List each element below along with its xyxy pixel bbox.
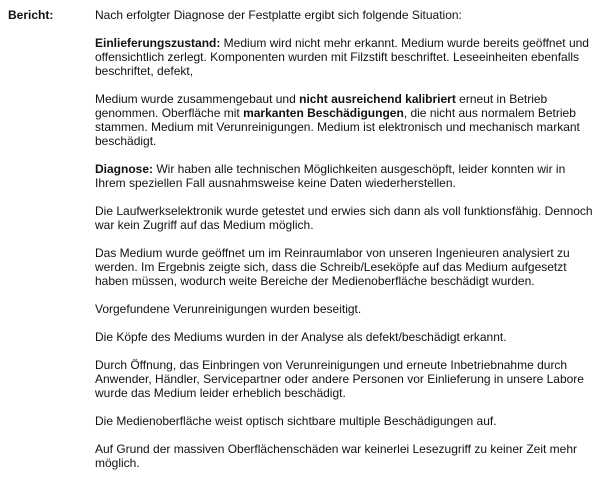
delivery-state-paragraph	[95, 36, 595, 78]
conclusion-paragraph: Auf Grund der massiven Oberflächenschäden war keinerlei Lesezugriff zu keiner Zeit mehr möglich.	[95, 442, 578, 470]
calibration-text-2: erneut in Betrieb genommen. Oberfläche mit	[95, 92, 548, 120]
damage-cause-paragraph: Durch Öffnung, das Einbringen von Verunreinigungen und erneute Inbetriebnahme durch Anwender, Händler, Servicepartner oder andere Personen vor Einlieferung in unsere Labore wurde das Medium leider erheblich beschädigt.	[95, 358, 584, 400]
delivery-state-heading: Einlieferungszustand:	[95, 36, 221, 50]
calibration-text-1: Medium wurde zusammengebaut und	[95, 92, 300, 106]
contamination-paragraph: Vorgefundene Verunreinigungen wurden beseitigt.	[95, 302, 362, 316]
calibration-emphasis-1: nicht ausreichend kalibriert	[299, 92, 456, 106]
heads-paragraph: Die Köpfe des Mediums wurden in der Analyse als defekt/beschädigt erkannt.	[95, 330, 507, 344]
surface-paragraph: Die Medienoberfläche weist optisch sichtbare multiple Beschädigungen auf.	[95, 414, 497, 428]
intro-paragraph: Nach erfolgter Diagnose der Festplatte ergibt sich folgende Situation:	[95, 8, 462, 22]
electronics-paragraph: Die Laufwerkselektronik wurde getestet und erwies sich dann als voll funktionsfähig. Dennoch war kein Zugriff auf das Medium möglich.	[95, 204, 593, 232]
calibration-text-3: , die nicht aus normalem Betrieb stammen. Medium mit Verunreinigungen. Medium ist elektronisch und mechanisch markant beschädigt.	[95, 106, 580, 148]
calibration-paragraph	[95, 92, 595, 148]
delivery-state-text: Medium wird nicht mehr erkannt. Medium wurde bereits geöffnet und offensichtlich zerlegt. Komponenten wurden mit Filzstift beschriftet. Leseeinheiten ebenfalls beschriftet, defekt,	[95, 36, 589, 78]
diagnosis-heading: Diagnose:	[95, 162, 154, 176]
calibration-emphasis-2: markanten Beschädigungen	[243, 106, 404, 120]
report-body	[95, 8, 595, 484]
diagnosis-text: Wir haben alle technischen Möglichkeiten ausgeschöpft, leider konnten wir in Ihrem speziellen Fall ausnahmsweise keine Daten wiederherstellen.	[95, 162, 566, 190]
diagnosis-paragraph	[95, 162, 595, 190]
cleanroom-paragraph: Das Medium wurde geöffnet um im Reinraumlabor von unseren Ingenieuren analysiert zu werden. Im Ergebnis zeigte sich, dass die Schreib/Leseköpfe auf das Medium aufgesetzt haben müssen, wodurch weite Bereiche der Medienoberfläche beschädigt wurden.	[95, 246, 570, 288]
report-label: Bericht:	[8, 8, 54, 22]
